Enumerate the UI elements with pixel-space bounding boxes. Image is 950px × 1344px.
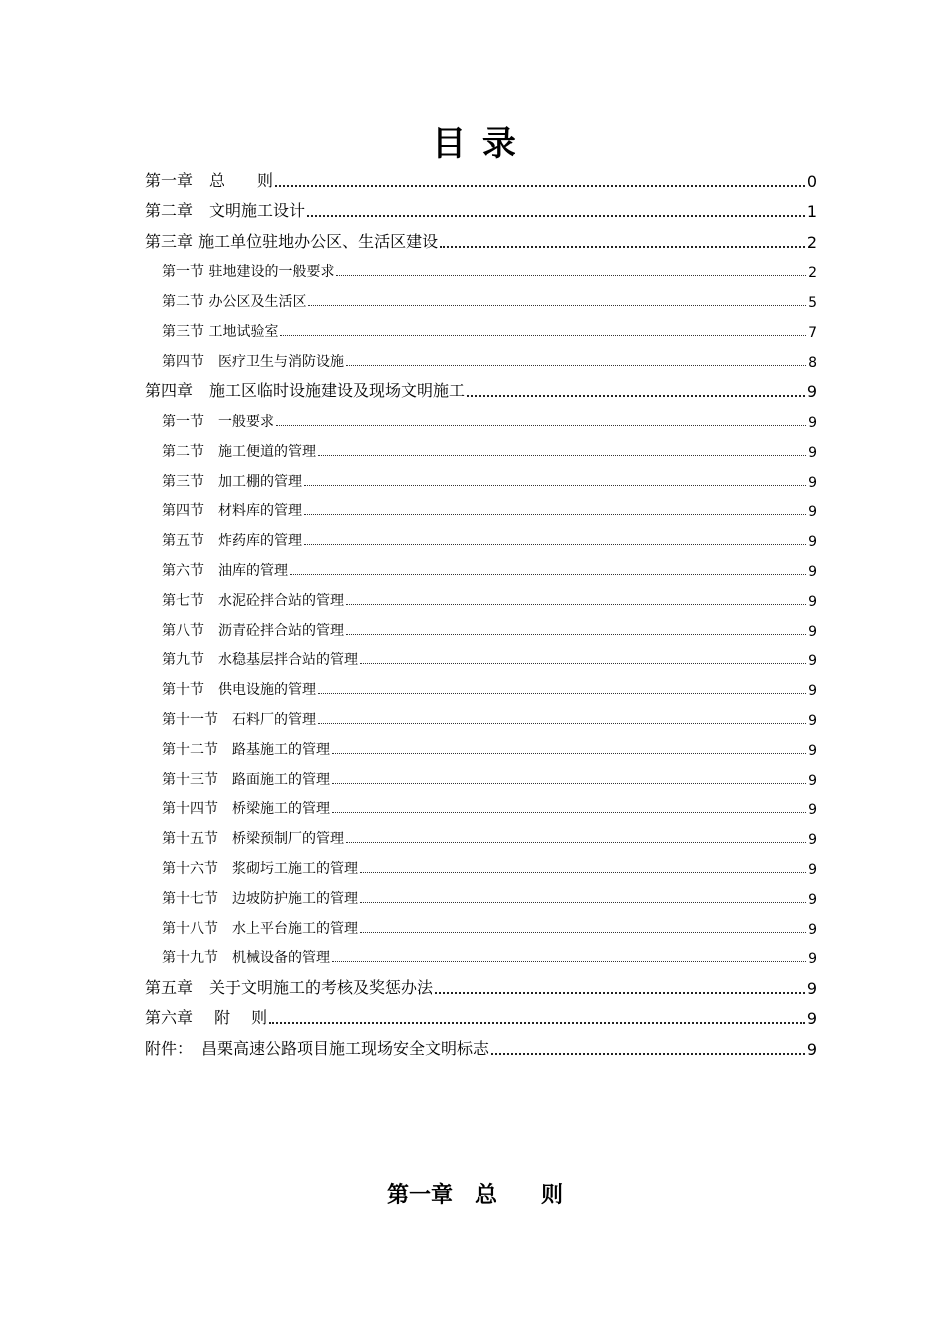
toc-section-entry[interactable] <box>145 640 817 670</box>
toc-entry-label: 第二节 办公区及生活区 <box>162 294 307 311</box>
toc-entry-label: 第四节 医疗卫生与消防设施 <box>162 353 344 370</box>
toc-entry-label: 第十节 供电设施的管理 <box>162 682 316 699</box>
toc-leader-dots <box>491 1052 805 1055</box>
toc-entry-label: 第十五节 桥梁预制厂的管理 <box>162 831 344 848</box>
toc-page-number: 5 <box>808 295 817 312</box>
toc-entry-label: 第七节 水泥砼拌合站的管理 <box>162 592 344 609</box>
toc-leader-dots <box>332 752 806 754</box>
toc-leader-dots <box>307 214 805 217</box>
toc-page-number: 9 <box>808 414 817 431</box>
toc-leader-dots <box>435 991 805 994</box>
toc-entry-label: 第三节 工地试验室 <box>162 323 279 340</box>
toc-page-number: 0 <box>806 171 817 191</box>
toc-entry-label: 第十一节 石料厂的管理 <box>162 711 316 728</box>
toc-page-number: 9 <box>808 593 817 610</box>
toc-entry-label: 第十七节 边坡防护施工的管理 <box>162 890 358 907</box>
toc-section-entry[interactable] <box>145 789 817 819</box>
toc-page-number: 9 <box>808 534 817 551</box>
toc-page-number: 9 <box>806 1009 817 1029</box>
toc-page-number: 9 <box>808 683 817 700</box>
toc-leader-dots <box>336 274 806 276</box>
toc-page-number: 9 <box>808 712 817 729</box>
toc-page-number: 9 <box>808 742 817 759</box>
toc-page-number: 7 <box>808 324 817 341</box>
toc-page-number: 9 <box>808 921 817 938</box>
toc-section-entry[interactable] <box>145 431 817 461</box>
toc-leader-dots <box>318 692 806 694</box>
toc-leader-dots <box>440 245 805 248</box>
toc-entry-label: 第四章 施工区临时设施建设及现场文明施工 <box>145 381 466 401</box>
toc-leader-dots <box>346 633 806 635</box>
toc-entry-label: 第十四节 桥梁施工的管理 <box>162 801 330 818</box>
toc-leader-dots <box>304 543 806 545</box>
toc-entry-label: 第十八节 水上平台施工的管理 <box>162 920 358 937</box>
toc-chapter-entry[interactable] <box>145 998 817 1029</box>
toc-section-entry[interactable] <box>145 908 817 938</box>
toc-page-number: 9 <box>808 772 817 789</box>
toc-page-number: 9 <box>808 951 817 968</box>
toc-leader-dots <box>308 304 806 306</box>
toc-entry-label: 第二节 施工便道的管理 <box>162 443 316 460</box>
toc-section-entry[interactable] <box>145 461 817 491</box>
toc-page-number: 9 <box>808 504 817 521</box>
toc-leader-dots <box>332 782 806 784</box>
toc-page-number: 9 <box>806 978 817 998</box>
toc-entry-label: 第三章 施工单位驻地办公区、生活区建设 <box>145 231 439 251</box>
toc-leader-dots <box>360 871 806 873</box>
toc-entry-label: 第九节 水稳基层拌合站的管理 <box>162 652 358 669</box>
toc-page-number: 9 <box>808 861 817 878</box>
toc-section-entry[interactable] <box>145 938 817 968</box>
toc-page-number: 9 <box>806 382 817 402</box>
toc-section-entry[interactable] <box>145 491 817 521</box>
toc-entry-label: 第五节 炸药库的管理 <box>162 533 302 550</box>
toc-page-number: 9 <box>808 623 817 640</box>
toc-page-number: 1 <box>806 202 817 221</box>
toc-entry-label: 第一节 驻地建设的一般要求 <box>162 264 335 281</box>
toc-page-number: 9 <box>808 653 817 670</box>
toc-leader-dots <box>318 722 806 724</box>
toc-page-number: 9 <box>806 1039 817 1059</box>
toc-chapter-entry[interactable] <box>145 221 817 252</box>
toc-section-entry[interactable] <box>145 759 817 789</box>
toc-chapter-entry[interactable] <box>145 191 817 222</box>
toc-page-number: 9 <box>808 563 817 580</box>
toc-section-entry[interactable] <box>145 729 817 759</box>
toc-section-entry[interactable] <box>145 252 817 282</box>
toc-entry-label: 第一节 一般要求 <box>162 413 274 430</box>
toc-title: 目 录 <box>432 124 518 164</box>
toc-chapter-entry[interactable] <box>145 371 817 402</box>
toc-entry-label: 第一章 总 则 <box>145 170 274 190</box>
toc-section-entry[interactable] <box>145 699 817 729</box>
toc-page-number: 8 <box>808 354 817 371</box>
toc-entry-label: 第四节 材料库的管理 <box>162 503 302 520</box>
toc-leader-dots <box>332 960 806 962</box>
toc-leader-dots <box>467 394 805 397</box>
toc-section-entry[interactable] <box>145 580 817 610</box>
chapter-heading: 第一章 总 则 <box>386 1183 563 1208</box>
toc-entry-label: 第二章 文明施工设计 <box>145 201 306 220</box>
toc-entry-label: 第十二节 路基施工的管理 <box>162 741 330 758</box>
toc-entry-label: 第六节 油库的管理 <box>162 562 288 579</box>
toc-leader-dots <box>332 811 806 813</box>
toc-entry-label: 第八节 沥青砼拌合站的管理 <box>162 622 344 639</box>
toc-leader-dots <box>360 662 806 664</box>
toc-leader-dots <box>360 931 806 933</box>
table-of-contents <box>145 160 817 1059</box>
toc-section-entry[interactable] <box>145 311 817 341</box>
toc-leader-dots <box>346 364 806 366</box>
toc-section-entry[interactable] <box>145 669 817 699</box>
toc-entry-label: 第三节 加工棚的管理 <box>162 473 302 490</box>
toc-page-number: 9 <box>808 474 817 491</box>
toc-section-entry[interactable] <box>145 878 817 908</box>
toc-section-entry[interactable] <box>145 610 817 640</box>
toc-leader-dots <box>304 484 806 486</box>
toc-leader-dots <box>276 424 806 426</box>
toc-page-number: 9 <box>808 832 817 849</box>
toc-page-number: 9 <box>808 802 817 819</box>
toc-section-entry[interactable] <box>145 520 817 550</box>
toc-chapter-entry[interactable] <box>145 1028 817 1059</box>
toc-entry-label: 第十三节 路面施工的管理 <box>162 771 330 788</box>
toc-leader-dots <box>304 513 806 515</box>
toc-chapter-entry[interactable] <box>145 160 817 191</box>
toc-entry-label: 附件： 昌栗高速公路项目施工现场安全文明标志 <box>145 1038 490 1058</box>
toc-chapter-entry[interactable] <box>145 967 817 998</box>
toc-section-entry[interactable] <box>145 401 817 431</box>
toc-entry-label: 第六章 附 则 <box>145 1008 268 1028</box>
toc-page-number: 9 <box>808 891 817 908</box>
toc-leader-dots <box>346 603 806 605</box>
toc-leader-dots <box>290 573 806 575</box>
toc-section-entry[interactable] <box>145 550 817 580</box>
toc-leader-dots <box>318 454 806 456</box>
toc-leader-dots <box>269 1021 805 1024</box>
toc-section-entry[interactable] <box>145 341 817 371</box>
toc-leader-dots <box>360 901 806 903</box>
toc-section-entry[interactable] <box>145 818 817 848</box>
toc-section-entry[interactable] <box>145 281 817 311</box>
toc-section-entry[interactable] <box>145 848 817 878</box>
toc-entry-label: 第五章 关于文明施工的考核及奖惩办法 <box>145 977 434 997</box>
toc-leader-dots <box>346 841 806 843</box>
toc-entry-label: 第十九节 机械设备的管理 <box>162 950 330 967</box>
toc-page-number: 9 <box>808 444 817 461</box>
toc-entry-label: 第十六节 浆砌圬工施工的管理 <box>162 860 358 877</box>
toc-leader-dots <box>280 334 806 336</box>
toc-leader-dots <box>275 184 805 187</box>
toc-page-number: 2 <box>806 232 817 252</box>
toc-page-number: 2 <box>808 265 817 282</box>
